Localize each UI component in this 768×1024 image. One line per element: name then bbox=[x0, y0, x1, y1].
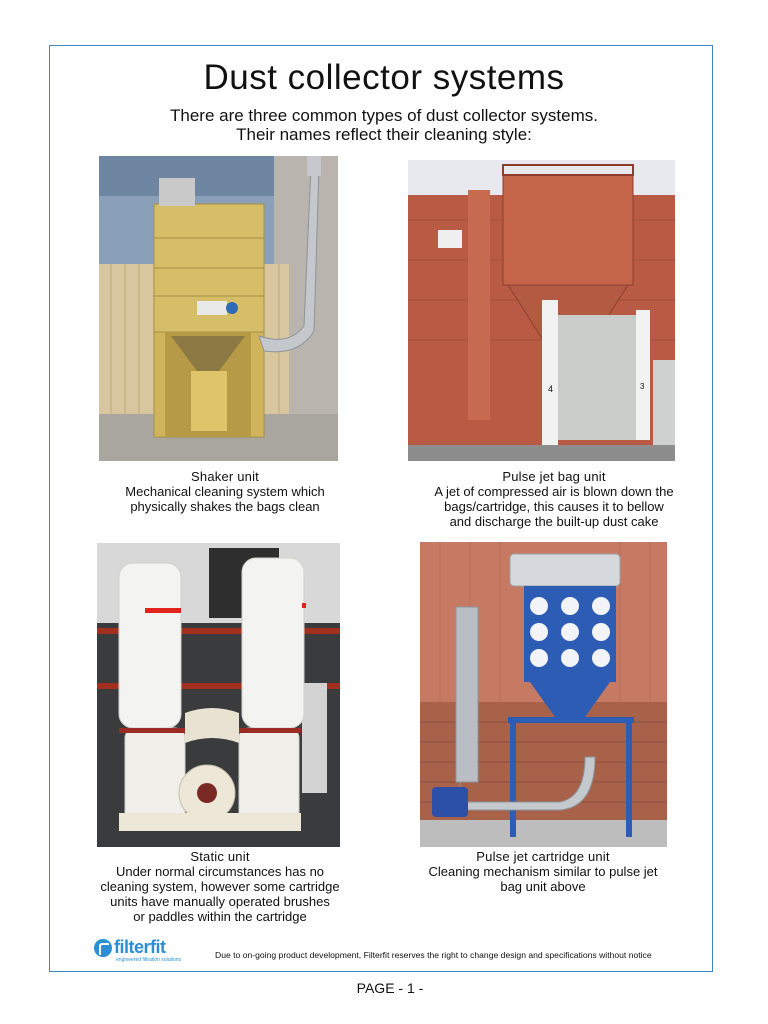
shaker-unit-caption bbox=[99, 469, 351, 514]
filterfit-logo bbox=[94, 938, 184, 964]
pulse-jet-bag-unit-desc-3: and discharge the built-up dust cake bbox=[449, 514, 659, 529]
page-title: Dust collector systems bbox=[203, 58, 565, 97]
pulse-jet-cartridge-unit-caption bbox=[408, 849, 678, 894]
static-unit-desc-2: cleaning system, however some cartridge bbox=[100, 879, 340, 894]
static-unit-desc-3: units have manually operated brushes bbox=[110, 894, 330, 909]
shaker-unit-desc-2: physically shakes the bags clean bbox=[130, 499, 320, 514]
pulse-jet-bag-unit-photo bbox=[408, 160, 675, 461]
intro-line-2: Their names reflect their cleaning style: bbox=[236, 125, 532, 144]
pulse-jet-bag-unit-name: Pulse jet bag unit bbox=[502, 469, 606, 484]
pulse-jet-cartridge-unit-photo bbox=[420, 542, 667, 847]
disclaimer-text: Due to on-going product development, Filterfit reserves the right to change design and specifications without notice bbox=[215, 950, 652, 960]
intro-text bbox=[0, 106, 768, 144]
bay-number-3: 3 bbox=[640, 382, 645, 391]
pulse-jet-cartridge-unit-name: Pulse jet cartridge unit bbox=[476, 849, 610, 864]
bay-number-4: 4 bbox=[548, 384, 554, 394]
shaker-unit-photo bbox=[99, 156, 338, 461]
page-number: PAGE - 1 - bbox=[356, 980, 424, 996]
pulse-jet-cartridge-unit-desc-1: Cleaning mechanism similar to pulse jet bbox=[428, 864, 658, 879]
static-unit-desc-1: Under normal circumstances has no bbox=[115, 864, 325, 879]
intro-line-1: There are three common types of dust collector systems. bbox=[169, 106, 598, 125]
filterfit-logo-wordmark: filterfit bbox=[114, 937, 166, 957]
pulse-jet-bag-unit-caption bbox=[408, 469, 700, 529]
pulse-jet-cartridge-unit-desc-2: bag unit above bbox=[500, 879, 586, 894]
pulse-jet-bag-unit-desc-1: A jet of compressed air is blown down the bbox=[434, 484, 674, 499]
filterfit-logo-icon bbox=[94, 939, 112, 957]
static-unit-desc-4: or paddles within the cartridge bbox=[133, 909, 307, 924]
shaker-unit-desc-1: Mechanical cleaning system which bbox=[125, 484, 325, 499]
static-unit-photo bbox=[97, 543, 340, 847]
filterfit-logo-tagline: engineered filtration solutions bbox=[116, 957, 182, 963]
static-unit-name: Static unit bbox=[190, 849, 250, 864]
static-unit-caption bbox=[76, 849, 364, 924]
pulse-jet-bag-unit-desc-2: bags/cartridge, this causes it to bellow bbox=[444, 499, 664, 514]
shaker-unit-name: Shaker unit bbox=[191, 469, 259, 484]
